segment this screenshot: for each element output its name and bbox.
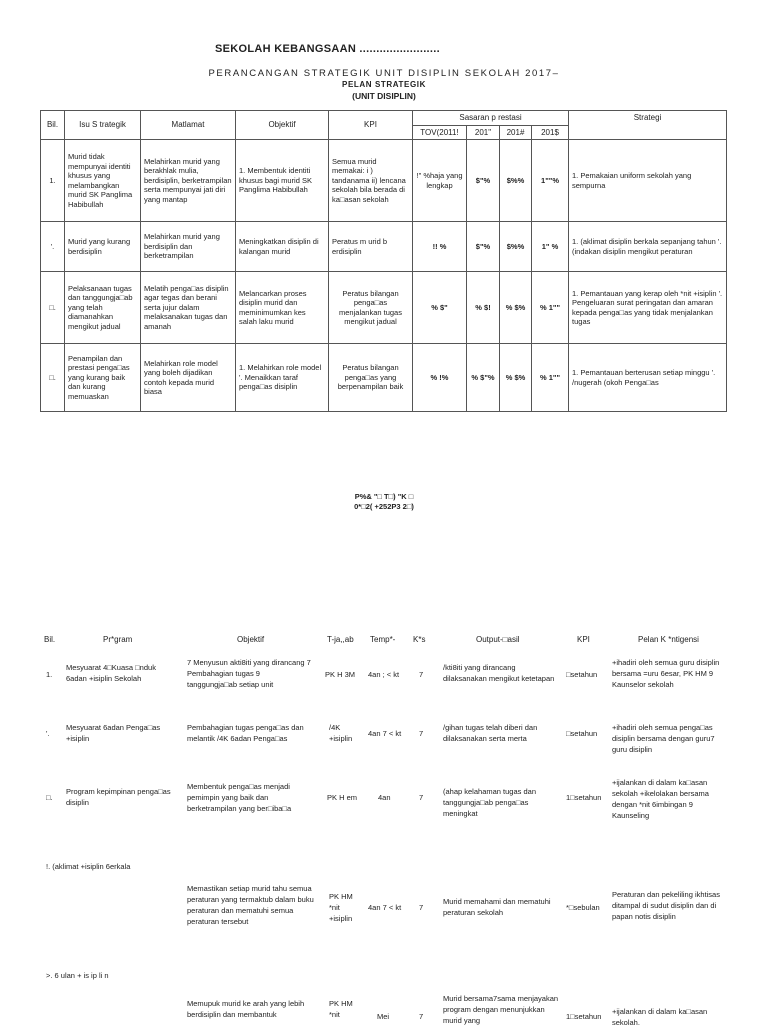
row-kpi: Peratus m urid b erdisiplin — [329, 222, 413, 272]
program-row-kontingensi: Peraturan dan pekeliling ikhtisas ditampal di sudut disiplin dan di papan notis disiplin — [612, 890, 720, 921]
row-tov: !! % — [413, 222, 467, 272]
row-bil: '. — [41, 222, 65, 272]
row-kpi: Semua murid memakai: i ) tandanama ii) lencana sekolah bila berada di ka□asan sekolah — [329, 140, 413, 222]
document-title: PERANCANGAN STRATEGIK UNIT DISIPLIN SEKOLAH 2017– — [208, 68, 560, 79]
header-kpi: KPI — [329, 111, 413, 140]
row-strategi: 1. (aklimat disiplin berkala sepanjang tahun '. (indakan disiplin mengikut peraturan — [569, 222, 727, 272]
header-year: TOV(2011! — [413, 125, 467, 140]
table-header-row — [41, 111, 727, 126]
row-target: % 1"" — [532, 344, 569, 412]
program-row-ks: 7 — [419, 729, 424, 738]
row-target: % $"% — [467, 344, 500, 412]
program-row-name: Mesyuarat 4□Kuasa □nduk 6adan +isiplin Sekolah — [66, 663, 156, 683]
program-row-kpi: □setahun — [566, 729, 598, 738]
school-name: SEKOLAH KEBANGSAAN ........................ — [215, 43, 440, 55]
row-isu: Murid tidak mempunyai identiti khusus yang melambangkan murid SK Panglima Habibullah — [65, 140, 141, 222]
program-row-temp: 4an — [378, 793, 391, 802]
document-subtitle: PELAN STRATEGIK — [342, 80, 426, 89]
program-row-objektif: Membentuk penga□as menjadi pemimpin yang baik dan berketrampilan yang ber□iba□a — [187, 782, 292, 813]
row-matlamat: Melahirkan role model yang boleh dijadikan contoh kepada murid biasa — [141, 344, 236, 412]
row-matlamat: Melahirkan murid yang berakhlak mulia, berdisiplin, berketrampilan serta mempunyai jati diri yang mantap — [141, 140, 236, 222]
table-row — [41, 222, 727, 272]
program-row-name: Program kepimpinan penga□as disiplin — [66, 787, 171, 807]
program-row-bil: □. — [46, 793, 53, 802]
program-row-bil: '. — [46, 729, 50, 738]
row-kpi: Peratus bilangan penga□as yang berpenampilan baik — [329, 344, 413, 412]
row-target: % $! — [467, 272, 500, 344]
row-bil: 1. — [41, 140, 65, 222]
program-row-temp: 4an 7 < kt — [368, 903, 402, 912]
row-target: % $% — [500, 344, 532, 412]
strategic-table — [40, 110, 727, 412]
program-row-temp: 4an ; < kt — [368, 670, 400, 679]
program-row-tja: PK HM *nit +isiplin — [329, 892, 353, 923]
row-target: $%% — [500, 222, 532, 272]
header-isu: Isu S trategik — [65, 111, 141, 140]
program-header-bil: Bil. — [44, 635, 56, 644]
row-target: 1" % — [532, 222, 569, 272]
header-year: 201" — [467, 125, 500, 140]
row-matlamat: Melahirkan murid yang berdisiplin dan berketrampilan — [141, 222, 236, 272]
section-heading: P%& "□ T□) "K □ — [354, 492, 414, 501]
program-row-kpi: □setahun — [566, 670, 598, 679]
program-row-objektif: 7 Menyusun akti8iti yang dirancang 7 Pembahagian tugas 9 tanggungja□ab setiap unit — [187, 658, 311, 689]
header-bil: Bil. — [41, 111, 65, 140]
program-header-kpi: KPI — [577, 635, 590, 644]
program-row-name: !. (aklimat +isiplin 6erkala — [46, 862, 131, 871]
program-row-name: >. 6 ulan + is ip li n — [46, 971, 109, 980]
row-bil: □. — [41, 272, 65, 344]
program-row-kontingensi: +ihadiri oleh semua guru disiplin bersama =uru 6esar, PK HM 9 Kaunselor sekolah — [612, 658, 720, 689]
row-isu: Pelaksanaan tugas dan tanggungja□ab yang telah diamanahkan mengikut jadual — [65, 272, 141, 344]
program-row-ks: 7 — [419, 793, 424, 802]
program-row-name: Mesyuarat 6adan Penga□as +isiplin — [66, 723, 161, 743]
row-objektif: Meningkatkan disiplin di kalangan murid — [236, 222, 329, 272]
row-objektif: Melancarkan proses disiplin murid dan meminimumkan kes salah laku murid — [236, 272, 329, 344]
program-row-tja: PK HM *nit — [329, 999, 353, 1019]
program-header-tja: T-ja,,ab — [327, 635, 354, 644]
row-target: % $% — [500, 272, 532, 344]
program-row-output: /gihan tugas telah diberi dan dilaksanakan serta merta — [443, 723, 538, 743]
header-year: 201$ — [532, 125, 569, 140]
table-row — [41, 344, 727, 412]
row-isu: Penampilan dan prestasi penga□as yang kurang baik dan kurang memuaskan — [65, 344, 141, 412]
program-header-temp: Temp*- — [370, 635, 396, 644]
header-objektif: Objektif — [236, 111, 329, 140]
row-kpi: Peratus bilangan penga□as menjalankan tugas mengikut jadual — [329, 272, 413, 344]
program-row-output: Murid bersama7sama menjayakan program dengan menunjukkan murid yang — [443, 994, 559, 1025]
program-row-ks: 7 — [419, 670, 424, 679]
program-row-kpi: 1□setahun — [566, 793, 602, 802]
row-tov: % $" — [413, 272, 467, 344]
section-subheading: 0*□2( +252P3 2□) — [354, 502, 414, 511]
program-row-output: Murid memahami dan mematuhi peraturan sekolah — [443, 897, 551, 917]
program-header-output: Output-□asil — [476, 635, 520, 644]
row-target: $"% — [467, 140, 500, 222]
program-row-objektif: Pembahagian tugas penga□as dan melantik /4K 6adan Penga□as — [187, 723, 304, 743]
program-row-kontingensi: +ijalankan di dalam ka□asan sekolah. — [612, 1007, 708, 1027]
program-row-kontingensi: +ijalankan di dalam ka□asan sekolah +ikelolakan bersama dengan *nit 6imbingan 9 Kaunseling — [612, 778, 709, 820]
program-row-kpi: 1□setahun — [566, 1012, 602, 1021]
row-strategi: 1. Pemakaian uniform sekolah yang sempurna — [569, 140, 727, 222]
row-matlamat: Melatih penga□as disiplin agar tegas dan berani serta jujur dalam melaksanakan tugas dan amanah — [141, 272, 236, 344]
header-year: 201# — [500, 125, 532, 140]
program-header-kontingensi: Pelan K *ntigensi — [638, 635, 699, 644]
program-row-bil: 1. — [46, 670, 53, 679]
program-row-kpi: *□sebulan — [566, 903, 600, 912]
table-row — [41, 272, 727, 344]
program-header-ks: K*s — [413, 635, 426, 644]
program-row-tja: PK H 3M — [325, 670, 356, 679]
row-target: $%% — [500, 140, 532, 222]
row-target: % 1"" — [532, 272, 569, 344]
table-row — [41, 140, 727, 222]
program-row-objektif: Memupuk murid ke arah yang lebih berdisiplin dan membantuk — [187, 999, 305, 1019]
row-strategi: 1. Pemantauan yang kerap oleh *nit +isiplin '. Pengeluaran surat peringatan dan amaran kepada penga□as yang tidak menjalankan tugas — [569, 272, 727, 344]
row-bil: □. — [41, 344, 65, 412]
unit-label: (UNIT DISIPLIN) — [352, 91, 416, 101]
row-strategi: 1. Pemantauan berterusan setiap minggu '. /nugerah (okoh Penga□as — [569, 344, 727, 412]
program-row-tja: /4K +isiplin — [329, 723, 353, 743]
row-target: $"% — [467, 222, 500, 272]
row-objektif: 1. Membentuk identiti khusus bagi murid SK Panglima Habibullah — [236, 140, 329, 222]
row-tov: % !% — [413, 344, 467, 412]
row-isu: Murid yang kurang berdisiplin — [65, 222, 141, 272]
program-row-objektif: Memastikan setiap murid tahu semua peraturan yang termaktub dalam buku peraturan dan mematuhi semua peraturan tersebut — [187, 884, 314, 926]
program-header-objektif: Objektif — [237, 635, 265, 644]
row-tov: !" %haja yang lengkap — [413, 140, 467, 222]
header-strategi: Strategi — [569, 111, 727, 140]
program-row-output: (ahap kelahaman tugas dan tanggungja□ab penga□as meningkat — [443, 787, 536, 818]
program-row-temp: Mei — [377, 1012, 390, 1021]
program-row-tja: PK H em — [327, 793, 358, 802]
program-row-temp: 4an 7 < kt — [368, 729, 402, 738]
program-row-output: /kti8iti yang dirancang dilaksanakan mengikut ketetapan — [443, 663, 555, 683]
row-objektif: 1. Melahirkan role model '. Menaikkan taraf penga□as disiplin — [236, 344, 329, 412]
header-matlamat: Matlamat — [141, 111, 236, 140]
header-sasaran: Sasaran p restasi — [413, 111, 569, 126]
program-row-kontingensi: +ihadiri oleh semua penga□as disiplin bersama dengan guru7 guru disiplin — [612, 723, 715, 754]
row-target: 1""% — [532, 140, 569, 222]
program-row-ks: 7 — [419, 903, 424, 912]
program-header-program: Pr*gram — [103, 635, 133, 644]
program-row-ks: 7 — [419, 1012, 424, 1021]
